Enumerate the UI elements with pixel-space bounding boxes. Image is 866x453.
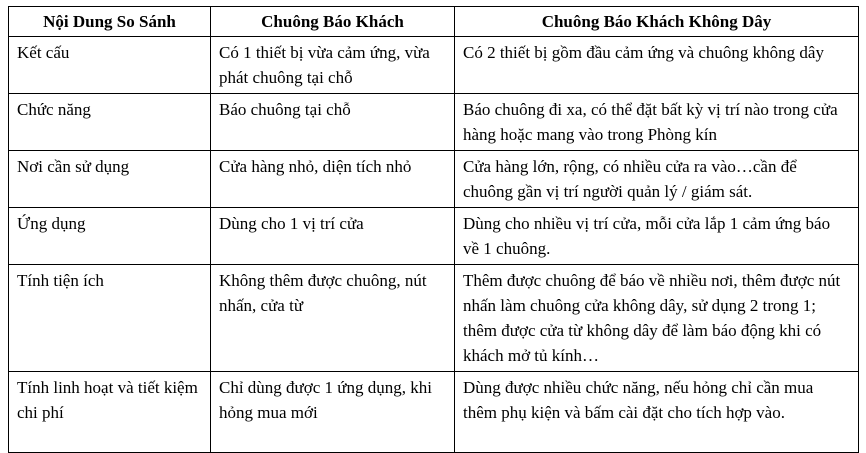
header-customer-bell: Chuông Báo Khách <box>211 7 455 37</box>
header-wireless-customer-bell: Chuông Báo Khách Không Dây <box>455 7 859 37</box>
row-criteria-cell: Kết cấu <box>9 37 211 94</box>
table-row <box>9 265 859 372</box>
row-wireless-bell-cell: Dùng cho nhiều vị trí cửa, mỗi cửa lắp 1 cảm ứng báo về 1 chuông. <box>455 208 859 265</box>
row-wireless-bell-cell: Báo chuông đi xa, có thể đặt bất kỳ vị trí nào trong cửa hàng hoặc mang vào trong Phòng kín <box>455 94 859 151</box>
row-criteria-cell: Chức năng <box>9 94 211 151</box>
table-row <box>9 151 859 208</box>
row-wireless-bell-cell: Thêm được chuông để báo về nhiều nơi, thêm được nút nhấn làm chuông cửa không dây, sử dụng 2 trong 1; thêm được cửa từ không dây để làm báo động khi có khách mở tủ kính… <box>455 265 859 372</box>
row-wireless-bell-cell: Dùng được nhiều chức năng, nếu hỏng chỉ cần mua thêm phụ kiện và bấm cài đặt cho tích hợp vào. <box>455 372 859 453</box>
table-row <box>9 372 859 453</box>
row-criteria-cell: Ứng dụng <box>9 208 211 265</box>
table-row <box>9 37 859 94</box>
row-criteria-cell: Nơi cần sử dụng <box>9 151 211 208</box>
row-customer-bell-cell: Dùng cho 1 vị trí cửa <box>211 208 455 265</box>
row-wireless-bell-cell: Có 2 thiết bị gồm đầu cảm ứng và chuông không dây <box>455 37 859 94</box>
row-customer-bell-cell: Không thêm được chuông, nút nhấn, cửa từ <box>211 265 455 372</box>
header-criteria: Nội Dung So Sánh <box>9 7 211 37</box>
row-criteria-cell: Tính linh hoạt và tiết kiệm chi phí <box>9 372 211 453</box>
row-customer-bell-cell: Cửa hàng nhỏ, diện tích nhỏ <box>211 151 455 208</box>
row-wireless-bell-cell: Cửa hàng lớn, rộng, có nhiều cửa ra vào…cần để chuông gần vị trí người quản lý / giám sát. <box>455 151 859 208</box>
row-criteria-cell: Tính tiện ích <box>9 265 211 372</box>
table-row <box>9 208 859 265</box>
row-customer-bell-cell: Báo chuông tại chỗ <box>211 94 455 151</box>
comparison-table <box>8 6 859 453</box>
table-header-row <box>9 7 859 37</box>
row-customer-bell-cell: Chỉ dùng được 1 ứng dụng, khi hỏng mua mới <box>211 372 455 453</box>
table-row <box>9 94 859 151</box>
row-customer-bell-cell: Có 1 thiết bị vừa cảm ứng, vừa phát chuông tại chỗ <box>211 37 455 94</box>
